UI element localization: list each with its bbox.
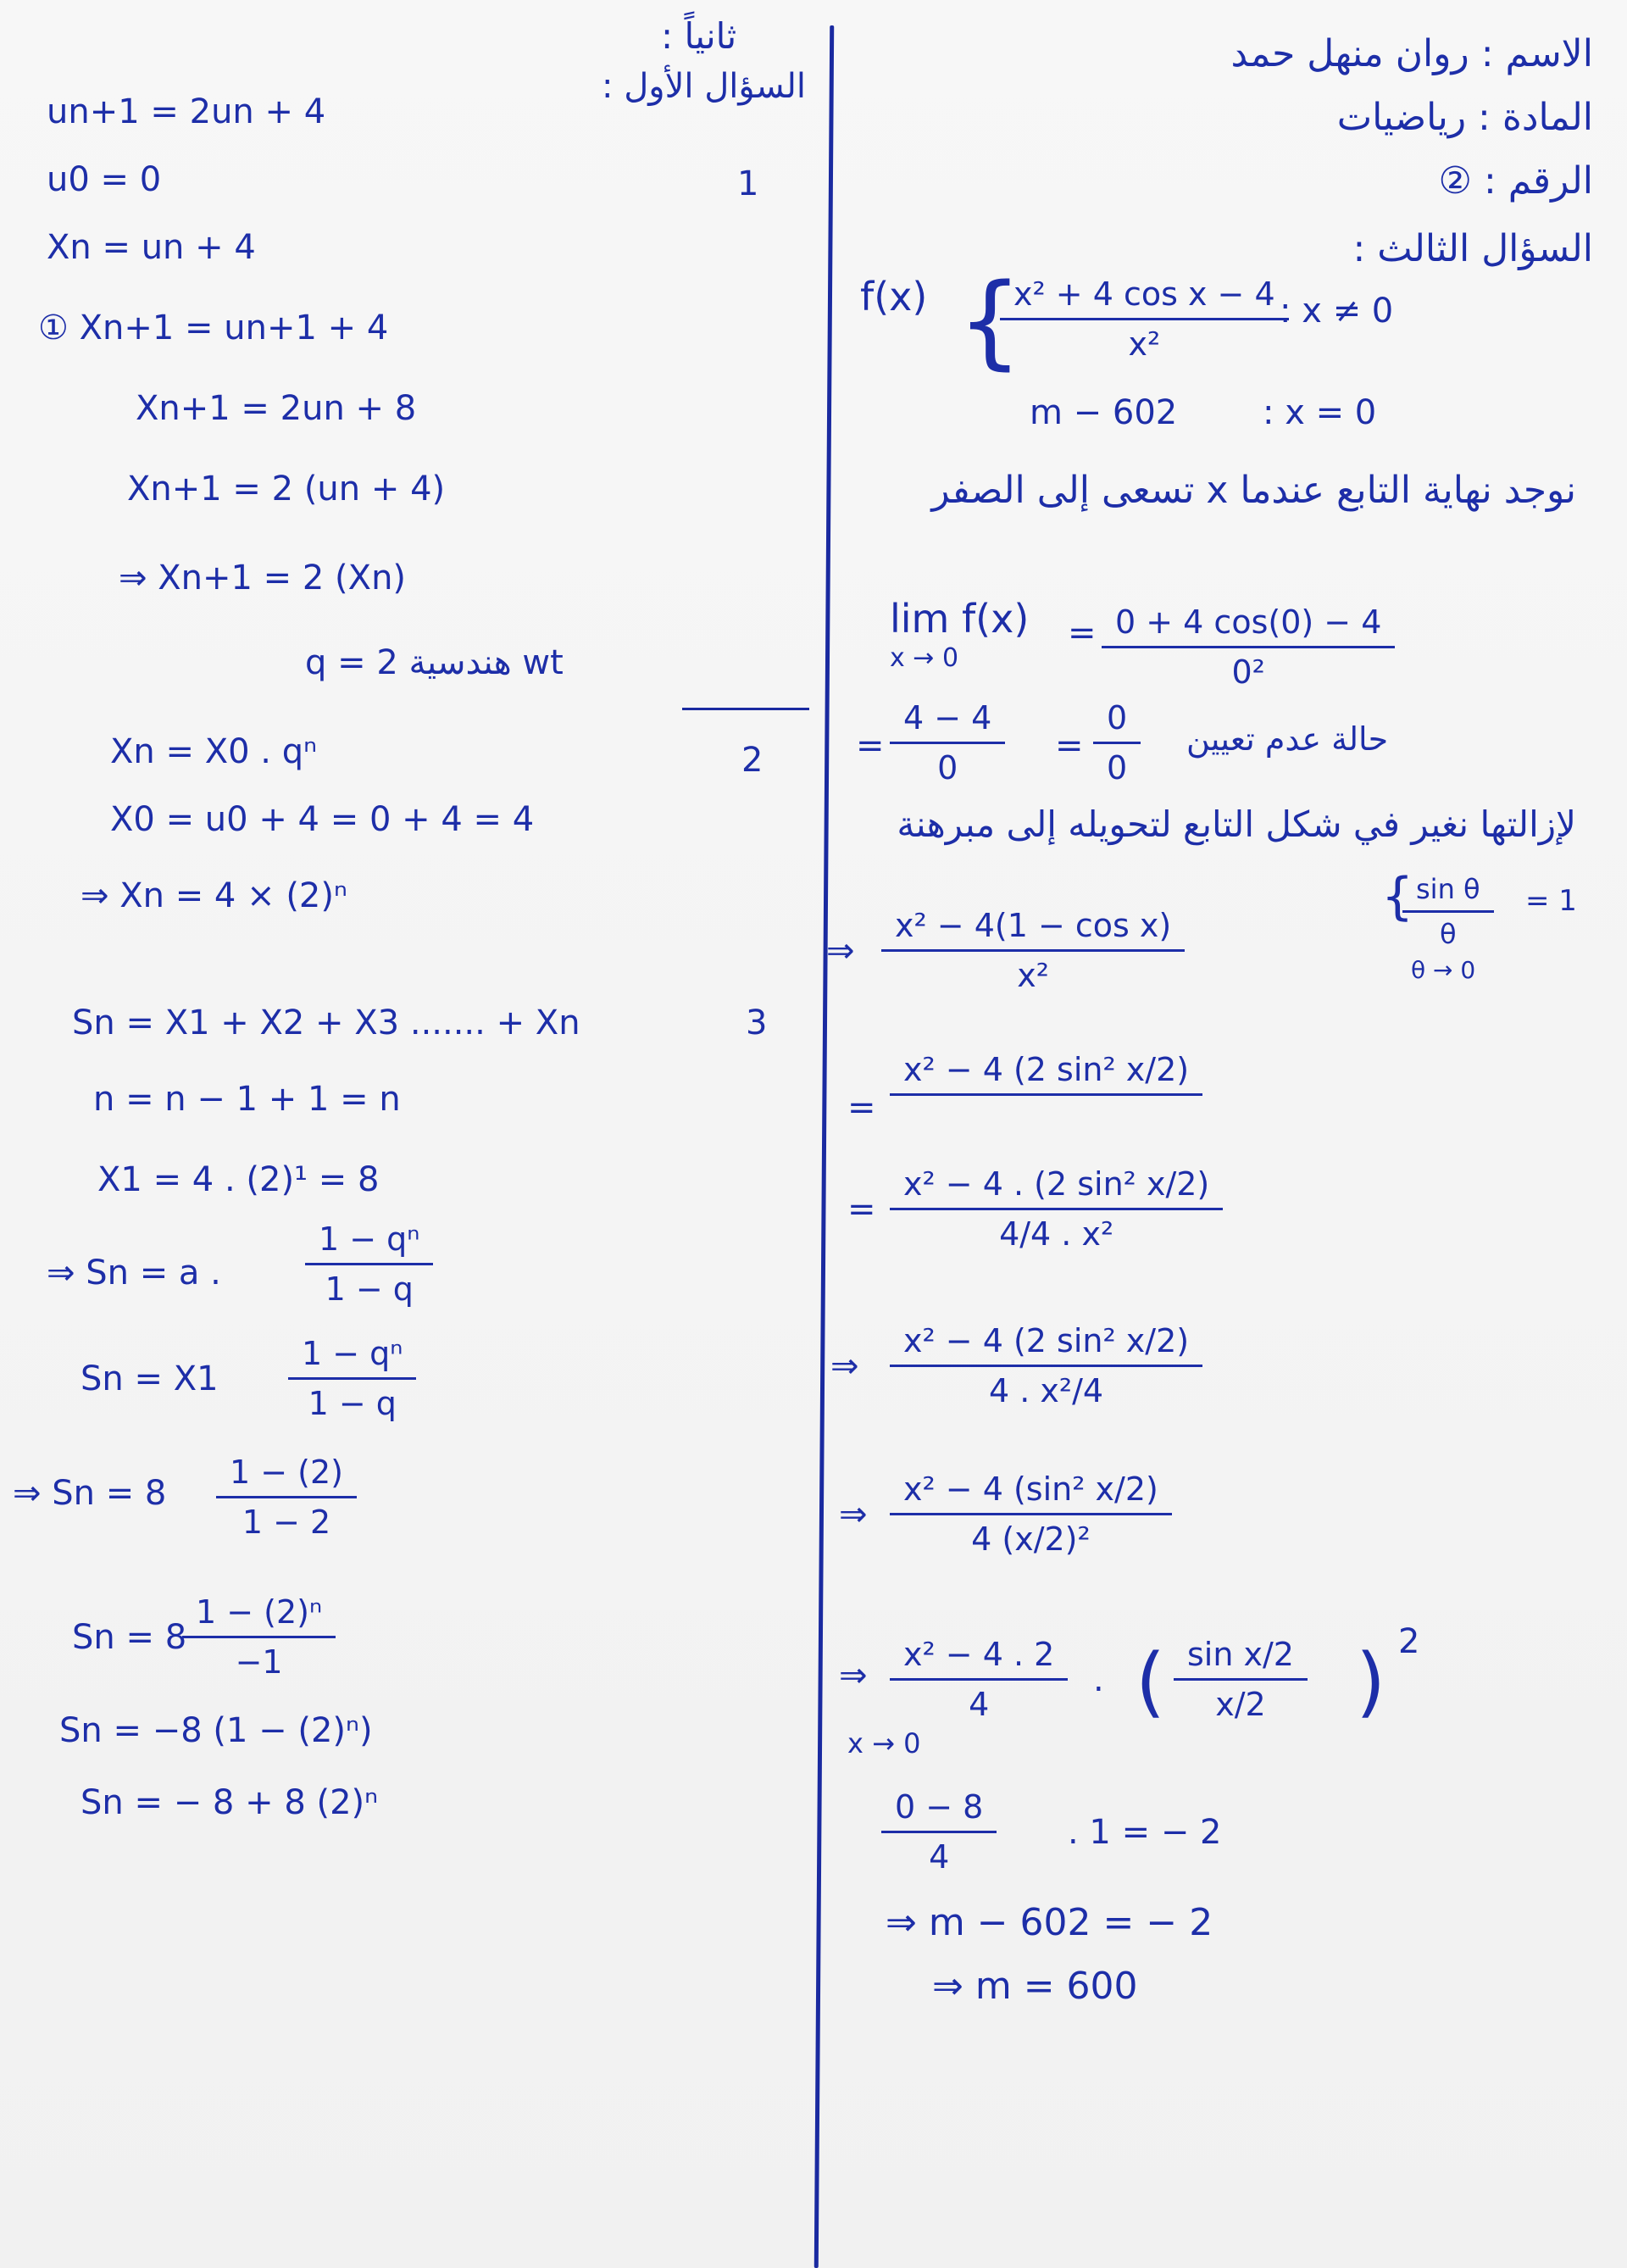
- implies-arrow: ⇒: [839, 1656, 868, 1695]
- sum-x1-numerator: 1 − qⁿ: [288, 1335, 416, 1380]
- implies-arrow: ⇒: [830, 1347, 859, 1386]
- sum-simplify-prefix: Sn = 8: [72, 1618, 187, 1657]
- step-xn1-line2: Xn+1 = 2un + 8: [136, 389, 417, 428]
- sum-x1-prefix: Sn = X1: [81, 1359, 219, 1398]
- step6-power: 2: [1398, 1622, 1420, 1661]
- step7-numerator: 0 − 8: [881, 1788, 997, 1833]
- transform-text: لإزالتها نغير في شكل التابع لتحويله إلى مبرهنة: [897, 803, 1576, 845]
- sum-final-line: Sn = − 8 + 8 (2)ⁿ: [81, 1783, 379, 1822]
- step1-fraction: [881, 907, 1185, 994]
- limit-expression: lim f(x): [890, 596, 1030, 642]
- step6-paren-numerator: sin x/2: [1174, 1636, 1308, 1681]
- theorem-equals: = 1: [1525, 884, 1577, 918]
- sum-simplify-fraction: [182, 1593, 336, 1681]
- step2-fraction: [890, 1051, 1202, 1138]
- sum-x1-denominator: 1 − q: [308, 1385, 397, 1422]
- equals-sign: =: [856, 726, 885, 765]
- f-case1-denominator: x²: [1128, 325, 1161, 363]
- f-case2-value: m − 602: [1030, 393, 1178, 432]
- left-subheading: السؤال الأول :: [602, 67, 807, 106]
- subject-line: المادة : رياضيات: [1336, 96, 1593, 139]
- theorem-brace: {: [1381, 867, 1414, 926]
- step2-numerator: x² − 4 (2 sin² x/2): [890, 1051, 1202, 1096]
- find-limit-text: نوجد نهاية التابع عندما x تسعى إلى الصفر: [931, 469, 1576, 512]
- step-xn1-line3: Xn+1 = 2 (un + 4): [127, 470, 446, 509]
- limit-numerator: 0 + 4 cos(0) − 4: [1102, 603, 1395, 648]
- step3-fraction: [890, 1165, 1223, 1253]
- recurrence-line: un+1 = 2un + 4: [47, 92, 326, 131]
- theorem-denominator: θ: [1440, 918, 1457, 950]
- sum-sub-numerator: 1 − (2): [216, 1454, 357, 1498]
- indet-fraction: [890, 699, 1005, 787]
- step4-denominator: 4 . x²/4: [988, 1372, 1104, 1409]
- sum-formula-fraction: [305, 1220, 433, 1308]
- step5-numerator: x² − 4 (sin² x/2): [890, 1470, 1172, 1515]
- step6-denominator: 4: [969, 1686, 990, 1723]
- indet-numerator: 4 − 4: [890, 699, 1005, 744]
- sum-formula-prefix: ⇒ Sn = a .: [47, 1254, 221, 1292]
- limit-denominator: 0²: [1231, 653, 1265, 691]
- f-label: f(x): [860, 274, 928, 320]
- step8-line: ⇒ m − 602 = − 2: [886, 1901, 1213, 1944]
- section-rule: [682, 708, 809, 710]
- part-mark-2: 2: [741, 741, 764, 780]
- sum-formula-denominator: 1 − q: [325, 1270, 414, 1308]
- sum-x1-fraction: [288, 1335, 416, 1422]
- zero-denominator: 0: [1107, 749, 1128, 787]
- initial-value-line: u0 = 0: [47, 160, 162, 199]
- step6-subscript: x → 0: [847, 1727, 921, 1759]
- step1-denominator: x²: [1017, 957, 1049, 994]
- student-name: الاسم : روان منهل حمد: [1230, 32, 1593, 75]
- sum-definition-line: Sn = X1 + X2 + X3 ....... + Xn: [72, 1003, 580, 1042]
- implies-arrow: ⇒: [839, 1495, 868, 1534]
- xn-definition-line: Xn = un + 4: [47, 228, 256, 267]
- step3-denominator: 4/4 . x²: [999, 1215, 1114, 1253]
- step-xn1-line: ① Xn+1 = un+1 + 4: [38, 309, 389, 347]
- step-xn1-line4: ⇒ Xn+1 = 2 (Xn): [119, 559, 407, 598]
- step7-tail: . 1 = − 2: [1068, 1813, 1222, 1852]
- theorem-fraction: [1402, 873, 1494, 950]
- step3-numerator: x² − 4 . (2 sin² x/2): [890, 1165, 1223, 1210]
- equals-sign: =: [1068, 614, 1097, 653]
- step2-denominator: [1041, 1096, 1052, 1138]
- sum-formula-numerator: 1 − qⁿ: [305, 1220, 433, 1265]
- multiply-dot: .: [1093, 1660, 1104, 1699]
- step6-paren-fraction: [1174, 1636, 1308, 1723]
- geometric-ratio-line: q = 2 هندسية wt: [305, 643, 564, 682]
- sum-simplify-numerator: 1 − (2)ⁿ: [182, 1593, 336, 1638]
- indeterminate-text: حالة عدم تعيين: [1186, 720, 1389, 758]
- column-divider: [814, 25, 834, 2268]
- limit-subscript: x → 0: [890, 643, 959, 673]
- sum-sub-fraction: [216, 1454, 357, 1541]
- step4-fraction: [890, 1322, 1202, 1409]
- part-mark-1: 1: [737, 164, 759, 203]
- equals-sign: =: [1055, 726, 1084, 765]
- step7-denominator: 4: [929, 1838, 950, 1876]
- part-mark-3: 3: [746, 1003, 768, 1042]
- f-case2-condition: : x = 0: [1263, 393, 1377, 432]
- open-paren: (: [1136, 1637, 1166, 1726]
- equals-sign: =: [847, 1190, 876, 1229]
- term-count-line: n = n − 1 + 1 = n: [93, 1080, 401, 1119]
- x0-line: X0 = u0 + 4 = 0 + 4 = 4: [110, 800, 535, 839]
- step4-numerator: x² − 4 (2 sin² x/2): [890, 1322, 1202, 1367]
- f-case1-numerator: x² + 4 cos x − 4: [1000, 275, 1289, 320]
- step7-fraction: [881, 1788, 997, 1876]
- limit-fraction: [1102, 603, 1395, 691]
- step9-line: ⇒ m = 600: [932, 1965, 1138, 2008]
- step6-numerator: x² − 4 . 2: [890, 1636, 1068, 1681]
- implies-arrow: ⇒: [826, 931, 855, 970]
- close-paren: ): [1356, 1637, 1386, 1726]
- piecewise-brace: {: [958, 263, 1023, 381]
- step5-denominator: 4 (x/2)²: [971, 1520, 1091, 1558]
- equals-sign: =: [847, 1088, 876, 1127]
- indet-denominator: 0: [937, 749, 958, 787]
- zero-over-zero: [1093, 699, 1141, 787]
- xn-final-line: ⇒ Xn = 4 × (2)ⁿ: [81, 876, 347, 915]
- left-heading: ثانياً :: [661, 15, 737, 57]
- theorem-numerator: sin θ: [1402, 873, 1494, 913]
- sum-sub-prefix: ⇒ Sn = 8: [13, 1474, 167, 1513]
- xn-general-line: Xn = X0 . qⁿ: [110, 732, 318, 771]
- step5-fraction: [890, 1470, 1172, 1558]
- step6-fraction: [890, 1636, 1068, 1723]
- sum-expanded-line: Sn = −8 (1 − (2)ⁿ): [59, 1711, 373, 1750]
- number-line: الرقم : ②: [1438, 159, 1593, 203]
- question-heading: السؤال الثالث :: [1352, 227, 1593, 270]
- zero-numerator: 0: [1093, 699, 1141, 744]
- f-case1-condition: : x ≠ 0: [1280, 292, 1394, 331]
- step1-numerator: x² − 4(1 − cos x): [881, 907, 1185, 952]
- theorem-subscript: θ → 0: [1411, 956, 1476, 984]
- f-case1-fraction: [1000, 275, 1289, 363]
- sum-simplify-denominator: −1: [235, 1643, 283, 1681]
- step6-paren-denominator: x/2: [1215, 1686, 1266, 1723]
- sum-sub-denominator: 1 − 2: [242, 1504, 331, 1541]
- x1-line: X1 = 4 . (2)¹ = 8: [97, 1160, 380, 1199]
